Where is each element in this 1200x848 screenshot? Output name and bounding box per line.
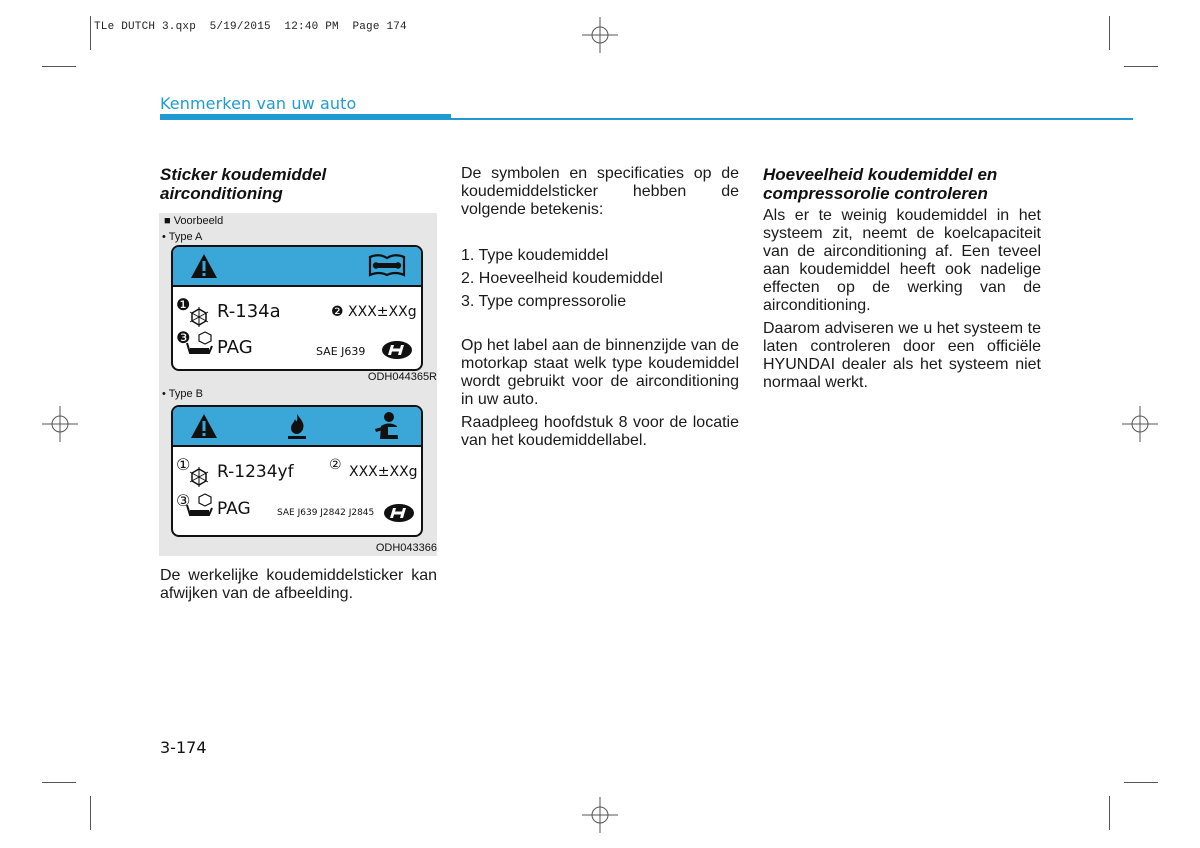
crop-mark [90,16,91,50]
crop-mark [42,66,76,67]
sticker-b-amount: XXX±XXg [349,464,418,480]
compressor-oil-icon [185,331,215,357]
crop-mark [1109,796,1110,830]
crop-mark [90,796,91,830]
registration-mark-icon [1122,406,1158,442]
section-rule [451,118,1133,120]
hyundai-logo-icon [381,340,413,360]
figure-caption: ■ Voorbeeld [164,215,224,227]
list-item: 2. Hoeveelheid koudemiddel [461,270,663,287]
section-rule [160,114,451,120]
label-location-paragraph: Op het label aan de binnenzijde van de motorkap staat welk type koudemiddel wordt gebruikt voor de airconditioning in uw auto. [461,337,739,408]
sticker-type-a [171,245,423,371]
registration-mark-icon [42,406,78,442]
sticker-figure [159,213,437,556]
crop-mark [42,782,76,783]
sticker-a-amount [331,304,417,320]
sticker-a-oil: PAG [217,337,253,358]
type-b-code: ODH043366 [375,542,437,554]
compressor-oil-icon [185,493,215,519]
sticker-b-number-1: ① [176,457,191,474]
refrigerant-icon [189,307,209,327]
sticker-a-number-2: ❷ [331,304,344,320]
sticker-a-refrigerant: R-134a [217,301,281,322]
crop-mark [1124,782,1158,783]
check-heading: Hoeveelheid koudemiddel en compressorolie controleren [763,165,998,203]
hyundai-logo-icon [383,503,415,523]
symbols-list [461,247,739,311]
section-title: Kenmerken van uw auto [160,94,357,113]
type-b-label: • Type B [162,388,203,400]
list-item: 1. Type koudemiddel [461,247,609,264]
crop-mark [1124,66,1158,67]
refrigerant-icon [189,467,209,487]
sticker-b-standard: SAE J639 J2842 J2845 [277,508,375,518]
flammable-icon [285,412,309,440]
sticker-note: De werkelijke koudemiddelsticker kan afwijken van de afbeelding. [160,567,437,602]
sticker-type-b [171,405,423,537]
list-item: 3. Type compressorolie [461,293,627,310]
crop-mark [1109,16,1110,50]
check-paragraph-1: Als er te weinig koudemiddel in het systeem zit, neemt de koelcapaciteit van de airconditioning af. Een teveel aan koudemiddel heeft ook nadelige effecten op de werking van de airconditioning. [763,207,1041,314]
service-manual-icon [367,253,407,279]
print-slug: TLe DUTCH 3.qxp 5/19/2015 12:40 PM Page 174 [94,21,407,33]
sticker-heading: Sticker koudemiddel airconditioning [160,165,327,203]
sticker-a-number-3: ❸ [176,330,191,347]
page-number: 3-174 [160,738,207,757]
sticker-b-number-2: ② [329,457,342,473]
sticker-b-number-3: ③ [176,493,191,510]
sticker-b-oil: PAG [217,499,251,519]
sticker-a-standard: SAE J639 [316,345,366,358]
warning-triangle-icon [189,412,219,440]
warning-triangle-icon [189,252,219,280]
mechanic-icon [373,411,405,441]
sticker-a-amount-value: XXX±XXg [348,304,417,320]
registration-mark-icon [582,797,618,833]
check-paragraph-2: Daarom adviseren we u het systeem te laten controleren door een officiële HYUNDAI dealer als het systeem niet normaal werkt. [763,320,1041,391]
chapter-reference-paragraph: Raadpleeg hoofdstuk 8 voor de locatie van het koudemiddellabel. [461,414,739,449]
type-a-code: ODH044365R [367,371,437,383]
registration-mark-icon [582,17,618,53]
sticker-b-refrigerant: R-1234yf [217,462,294,482]
symbols-intro: De symbolen en specificaties op de koudemiddelsticker hebben de volgende betekenis: [461,165,739,218]
type-a-label: • Type A [162,231,203,243]
sticker-a-number-1: ❶ [176,297,191,314]
